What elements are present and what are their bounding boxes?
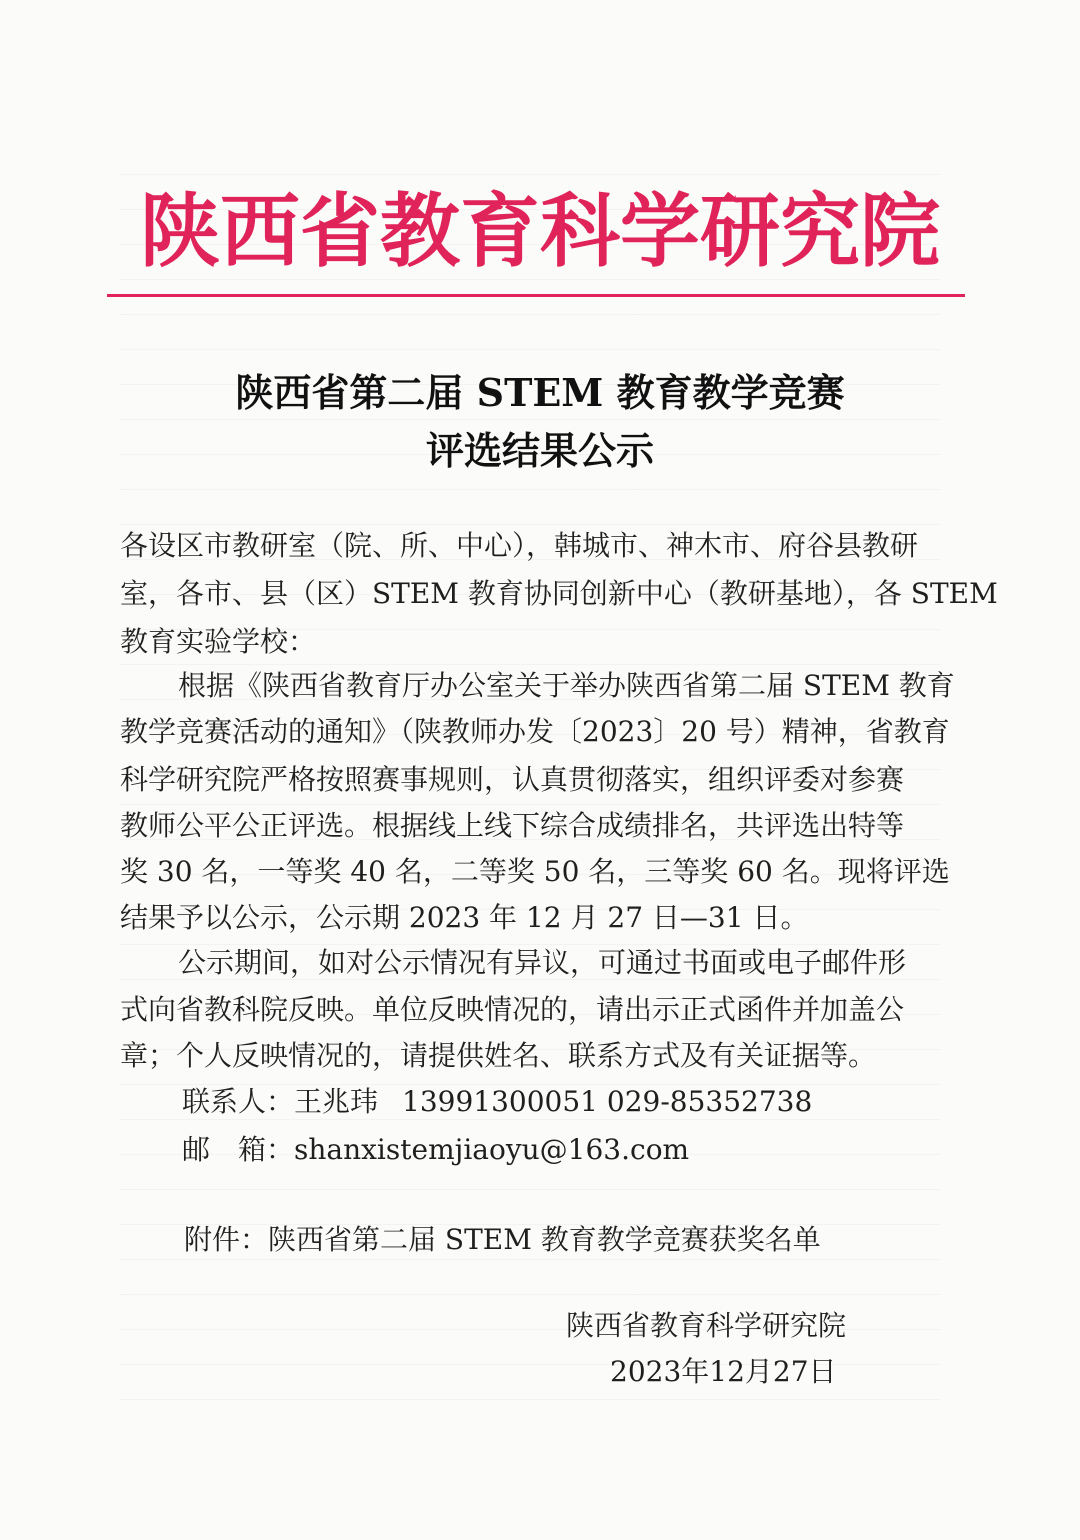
document-title-line-1: 陕西省第二届 STEM 教育教学竞赛: [235, 370, 845, 415]
paragraph-2-line-2: 式向省教科院反映。单位反映情况的，请出示正式函件并加盖公: [120, 993, 905, 1026]
contact-phones: 13991300051 029-85352738: [402, 1085, 813, 1118]
signature-date: 2023年12月27日: [610, 1355, 837, 1388]
attachment-line: 附件：陕西省第二届 STEM 教育教学竞赛获奖名单: [184, 1223, 821, 1256]
paragraph-2-line-1: 公示期间，如对公示情况有异议，可通过书面或电子邮件形: [178, 946, 907, 979]
salutation-line-1: 各设区市教研室（院、所、中心），韩城市、神木市、府谷县教研: [120, 529, 919, 562]
contact-label: 联系人：: [182, 1085, 295, 1118]
salutation-line-3: 教育实验学校：: [120, 625, 317, 658]
paragraph-1-line-1: 根据《陕西省教育厅办公室关于举办陕西省第二届 STEM 教育: [178, 669, 955, 702]
paragraph-1-line-3: 科学研究院严格按照赛事规则，认真贯彻落实，组织评委对参赛: [120, 763, 905, 796]
paragraph-1-line-4: 教师公平公正评选。根据线上线下综合成绩排名，共评选出特等: [120, 809, 905, 842]
email-address: shanxistemjiaoyu@163.com: [294, 1133, 690, 1166]
paragraph-1-line-5: 奖 30 名，一等奖 40 名，二等奖 50 名，三等奖 60 名。现将评选: [120, 855, 950, 888]
salutation-line-2: 室，各市、县（区）STEM 教育协同创新中心（教研基地），各 STEM: [120, 577, 998, 610]
contact-line: [182, 1082, 812, 1122]
paragraph-1-line-6: 结果予以公示，公示期 2023 年 12 月 27 日—31 日。: [120, 901, 809, 934]
signature-org: 陕西省教育科学研究院: [566, 1309, 847, 1342]
email-label: 邮 箱：: [182, 1133, 295, 1166]
email-line: [182, 1130, 689, 1170]
paragraph-2-line-3: 章；个人反映情况的，请提供姓名、联系方式及有关证据等。: [120, 1039, 877, 1072]
paragraph-1-line-2: 教学竞赛活动的通知》（陕教师办发〔2023〕20 号）精神，省教育: [120, 715, 950, 748]
document-title-line-2: 评选结果公示: [425, 428, 654, 473]
letterhead-red-rule: [107, 294, 965, 297]
contact-name: 王兆玮: [294, 1085, 379, 1118]
letterhead-org-name: 陕西省教育科学研究院: [140, 185, 940, 278]
